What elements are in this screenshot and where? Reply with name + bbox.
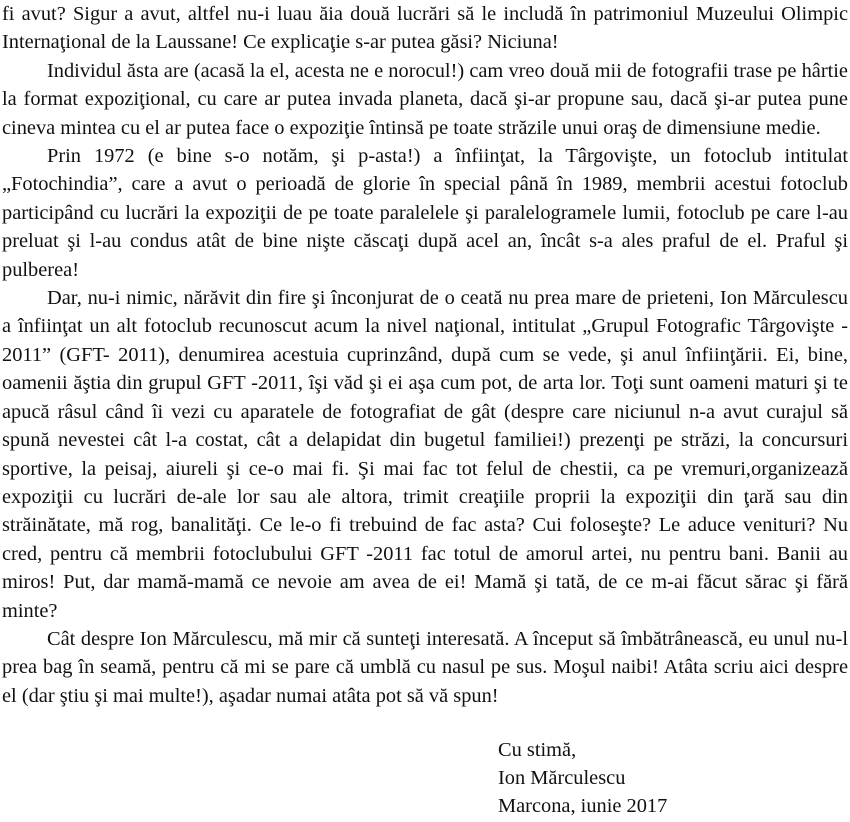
signature-place-date: Marcona, iunie 2017	[498, 795, 668, 817]
paragraph-2: Individul ăsta are (acasă la el, acesta ne e norocul!) cam vreo două mii de fotografii trase pe hârtie la format expoziţional, cu care ar putea invada planeta, dacă şi-ar propune sau, dacă şi-ar putea pune cineva mintea cu el ar putea face o expoziţie întinsă pe toate străzile unui oraş de dimensiune medie.	[2, 59, 848, 139]
signature-block	[498, 736, 667, 820]
paragraph-1: fi avut? Sigur a avut, altfel nu-i luau ăia două lucrări să le includă în patrimoniul Muzeului Olimpic Internaţional de la Laussane! Ce explicaţie s-ar putea găsi? Niciuna!	[2, 3, 848, 54]
paragraph-3: Prin 1972 (e bine s-o notăm, şi p-asta!) a înfiinţat, la Târgovişte, un fotoclub intitulat „Fotochindia”, care a avut o perioadă de glorie în special până în 1989, membrii acestui fotoclub participând cu lucrări la expoziţii de pe toate paralelele şi paralelogramele lumii, fotoclub pe care l-au preluat şi l-au condus atât de bine nişte căscaţi după acel an, încât s-a ales praful de el. Praful şi pulberea!	[2, 145, 848, 281]
paragraph-4: Dar, nu-i nimic, nărăvit din fire şi înconjurat de o ceată nu prea mare de prieteni, Ion Mărculescu a înfiinţat un alt fotoclub recunoscut acum la nivel naţional, intitulat „Grupul Fotografic Târgovişte - 2011” (GFT- 2011), denumirea acestuia cuprinzând, după cum se vede, şi anul înfiinţării. Ei, bine, oamenii ăştia din grupul GFT -2011, îşi văd şi ei aşa cum pot, de arta lor. Toţi sunt oameni maturi şi te apucă râsul când îi vezi cu aparatele de fotografiat de gât (despre care niciunul n-a avut curajul să spună nevestei cât l-a costat, cât a delapidat din bugetul familiei!) prezenţi pe străzi, la concursuri sportive, la peisaj, aiureli şi ce-o mai fi. Şi mai fac tot felul de chestii, ca pe vremuri,organizează expoziţii cu lucrări de-ale lor sau ale altora, trimit creaţiile proprii la expoziţii din ţară sau din străinătate, mă rog, banalităţi. Ce le-o fi trebuind de fac asta? Cui foloseşte? Le aduce venituri? Nu cred, pentru că membrii fotoclubului GFT -2011 fac totul de amorul artei, nu pentru bani. Banii au miros! Put, dar mamă-mamă ce nevoie am avea de ei! Mamă şi tată, de ce m-ai făcut sărac şi fără minte?	[2, 287, 848, 622]
signature-name: Ion Mărculescu	[498, 767, 626, 789]
signature-closing: Cu stimă,	[498, 739, 577, 761]
paragraph-5: Cât despre Ion Mărculescu, mă mir că sunteţi interesată. A început să îmbătrânească, eu unul nu-l prea bag în seamă, pentru că mi se pare că umblă cu nasul pe sus. Moşul naibi! Atâta scriu aici despre el (dar ştiu şi mai multe!), aşadar numai atâta pot să vă spun!	[2, 627, 848, 707]
letter-body	[2, 0, 848, 710]
